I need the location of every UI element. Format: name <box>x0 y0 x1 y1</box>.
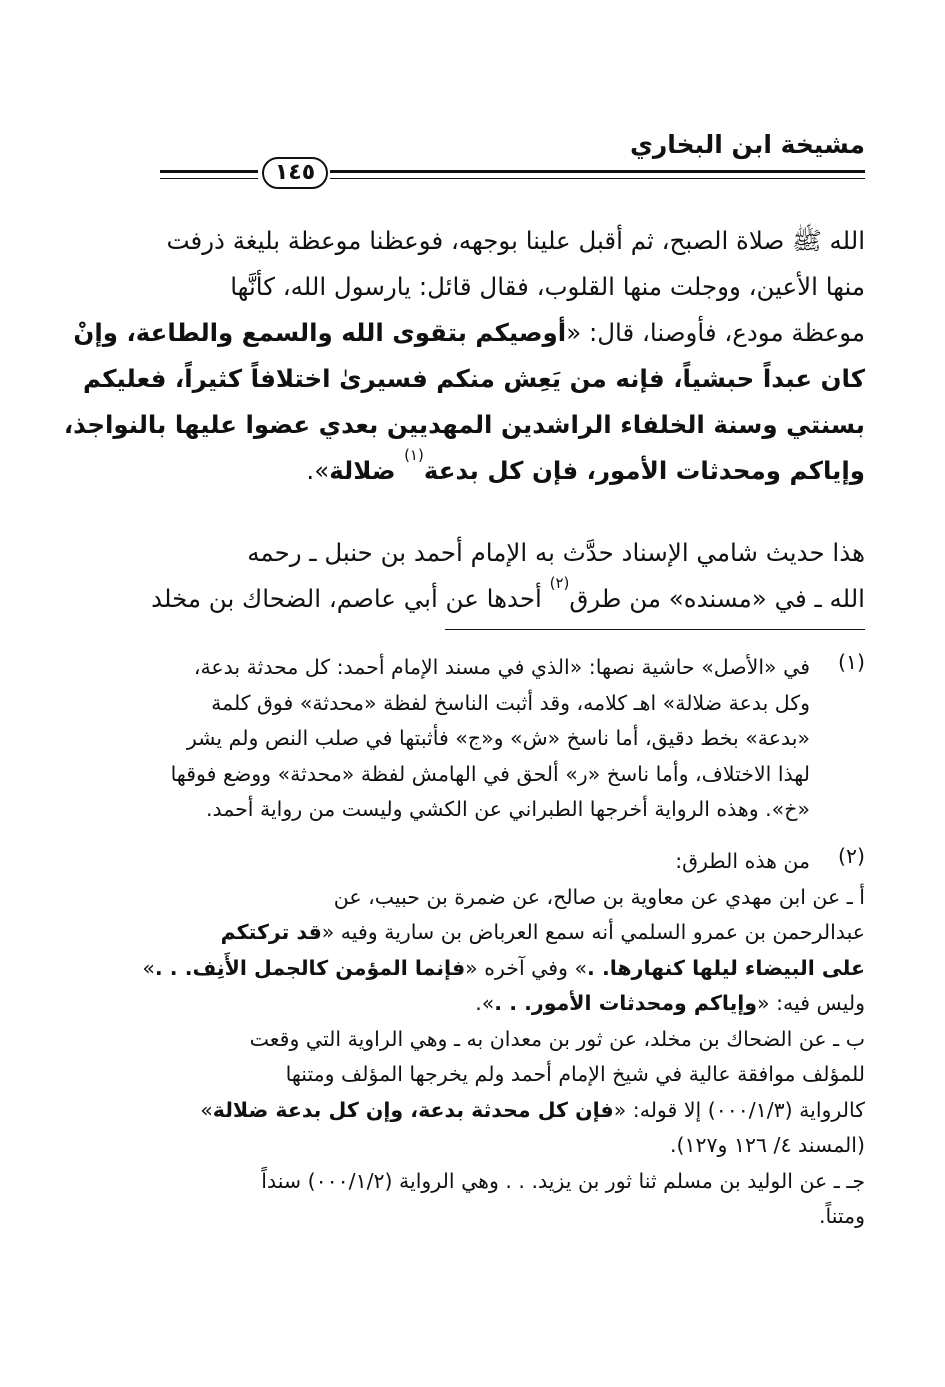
footnote-ref-2[interactable]: (٢) <box>549 574 570 592</box>
footnote-line <box>142 951 865 987</box>
text-run: » وفي آخره « <box>465 955 588 980</box>
text-run: ». <box>306 456 330 485</box>
hadith-quote: قد تركتكم <box>220 920 322 944</box>
footnote-item-b <box>153 1022 865 1164</box>
footnote-number: (١) <box>837 650 865 674</box>
footnote-number: (٢) <box>837 844 865 868</box>
text-line: هذا حديث شامي الإسناد حدَّث به الإمام أحمد بن حنبل ـ رحمه <box>247 538 865 567</box>
main-paragraph-1 <box>63 218 865 494</box>
footnote-line <box>153 986 865 1022</box>
hadith-quote: على البيضاء ليلها كنهارها. . <box>587 955 865 980</box>
footnote-line: جـ ـ عن الوليد بن مسلم ثنا ثور بن يزيد. . . وهي الرواية (٠٠٠/١/٢) سنداً <box>261 1168 865 1193</box>
footnote-item-c <box>153 1164 865 1235</box>
running-header-title: مشيخة ابن البخاري <box>629 130 865 159</box>
text-run: وليس فيه: « <box>757 991 865 1015</box>
hadith-quote: فإنما المؤمن كالجمل الأَنِف. . . <box>154 955 466 980</box>
text-line <box>153 448 865 494</box>
footnote-item-a <box>142 880 865 1022</box>
hadith-quote: ضلالة <box>329 456 405 485</box>
footnote-line: للمؤلف موافقة عالية في شيخ الإمام أحمد ولم يخرجها المؤلف ومتنها <box>285 1062 865 1086</box>
footnote-body <box>153 844 810 880</box>
footnote-1 <box>153 650 865 828</box>
text-run: الله ـ في «مسنده» من طرق <box>569 584 865 613</box>
footnote-ref-1[interactable]: (١) <box>404 446 424 464</box>
header-rule-right <box>330 170 865 179</box>
footnote-separator <box>445 629 865 630</box>
text-line: الله ﷺ صلاة الصبح، ثم أقبل علينا بوجهه، فوعظنا موعظة بليغة ذرفت <box>166 226 865 255</box>
footnote-line: ومتناً. <box>818 1204 865 1228</box>
header-rule-left <box>160 170 258 179</box>
text-run: موعظة مودع، فأوصنا، قال: « <box>566 318 865 347</box>
footnote-line <box>153 1093 865 1129</box>
footnote-line: لهذا الاختلاف، وأما ناسخ «ر» ألحق في الهامش لفظة «محدثة» ووضع فوقها <box>170 761 810 786</box>
text-run: ». <box>475 991 495 1015</box>
text-run: » <box>200 1097 213 1122</box>
text-run: » <box>142 955 155 980</box>
hadith-quote: وإياكم ومحدثات الأمور، فإن كل بدعة <box>423 456 865 485</box>
footnote-line: وكل بدعة ضلالة» اهـ كلامه، وقد أثبت الناسخ لفظة «محدثة» فوق كلمة <box>211 690 810 715</box>
hadith-quote: وإياكم ومحدثات الأمور. . . <box>494 991 758 1015</box>
footnote-body <box>153 650 810 828</box>
text-line <box>153 576 865 622</box>
hadith-quote-line: كان عبداً حبشياً، فإنه من يَعِش منكم فسيرىٰ اختلافاً كثيراً، فعليكم <box>83 364 865 393</box>
hadith-quote: فإن كل محدثة بدعة، وإن كل بدعة ضلالة <box>212 1097 614 1122</box>
hadith-quote: أوصيكم بتقوى الله والسمع والطاعة، وإنْ <box>73 318 567 347</box>
hadith-quote-line: بسنتي وسنة الخلفاء الراشدين المهديين بعدي عضوا عليها بالنواجذ، <box>63 410 865 439</box>
footnote-line: أ ـ عن ابن مهدي عن معاوية بن صالح، عن ضمرة بن حبيب، عن <box>333 884 865 909</box>
footnote-line <box>153 915 865 951</box>
main-paragraph-2 <box>153 530 865 622</box>
text-run: أحدها عن أبي عاصم، الضحاك بن مخلد <box>151 584 550 613</box>
footnote-line: «بدعة» بخط دقيق، أما ناسخ «ش» و«ج» فأثبتها في صلب النص ولم يشر <box>186 726 810 750</box>
text-line: منها الأعين، ووجلت منها القلوب، فقال قائل: يارسول الله، كأنَّها <box>230 272 865 301</box>
footnote-2 <box>142 844 865 1235</box>
text-run: كالرواية (٠٠٠/١/٣) إلا قوله: « <box>613 1097 865 1122</box>
footnote-line: (المسند ٤/ ١٢٦ و١٢٧). <box>669 1133 865 1157</box>
text-run: عبدالرحمن بن عمرو السلمي أنه سمع العرباض بن سارية وفيه « <box>321 920 865 944</box>
page-number: ١٤٥ <box>262 157 328 189</box>
text-line <box>73 310 865 356</box>
footnote-line: ب ـ عن الضحاك بن مخلد، عن ثور بن معدان به ـ وهي الراوية التي وقعت <box>249 1026 865 1051</box>
footnote-line: من هذه الطرق: <box>675 849 810 873</box>
footnote-line: «خ». وهذه الرواية أخرجها الطبراني عن الكشي وليست من رواية أحمد. <box>205 797 810 821</box>
footnote-line: في «الأصل» حاشية نصها: «الذي في مسند الإمام أحمد: كل محدثة بدعة، <box>193 655 810 679</box>
